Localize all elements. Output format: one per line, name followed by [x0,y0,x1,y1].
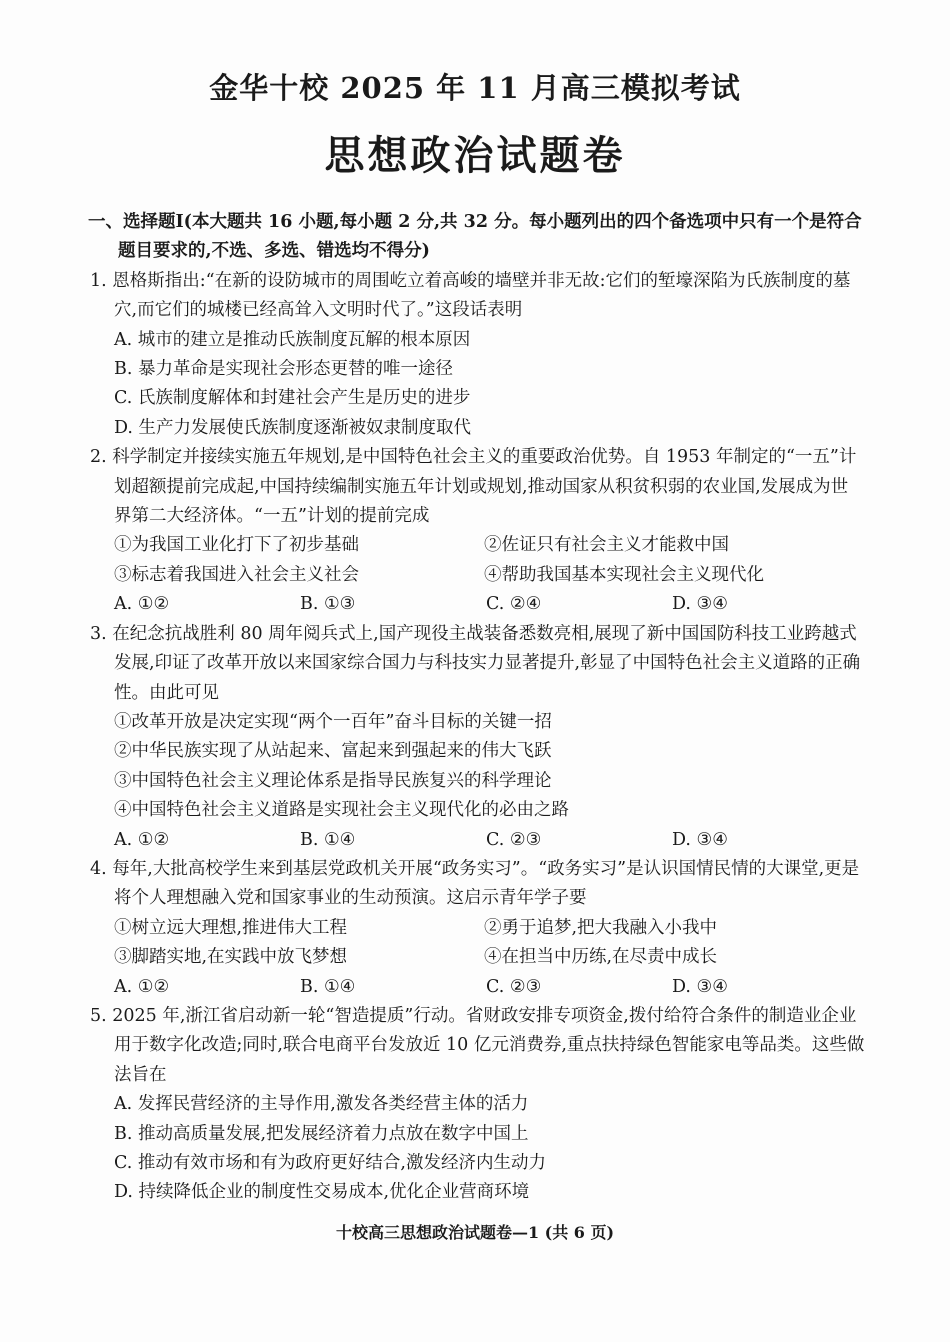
statement-row [90,943,865,972]
statement-2: ②中华民族实现了从站起来、富起来到强起来的伟大飞跃 [114,741,552,762]
statement-1: ①改革开放是决定实现“两个一百年”奋斗目标的关键一招 [114,711,552,732]
statement-3: ③中国特色社会主义理论体系是指导民族复兴的科学理论 [114,770,552,791]
option-c: C. 推动有效市场和有为政府更好结合,激发经济内生动力 [114,1153,546,1173]
exam-title: 金华十校 2025 年 11 月高三模拟考试 [209,71,741,105]
question-5 [90,1002,865,1208]
statement-4: ④在担当中历练,在尽责中成长 [484,947,718,968]
statement-1: ①树立远大理想,推进伟大工程 [114,917,348,938]
question-stem: 2. 科学制定并接续实施五年规划,是中国特色社会主义的重要政治优势。自 1953 年制定的“一五”计划超额提前完成起,中国持续编制实施五年计划或规划,推动国家从积贫积弱的农业国,发展成为世界第二大经济体。“一五”计划的提前完成 [90,447,857,527]
choice-a: A. ①② [114,976,170,997]
option-b: B. 暴力革命是实现社会形态更替的唯一途径 [114,359,453,380]
statement-row [90,531,865,560]
choice-c: C. ②③ [486,976,542,997]
question-stem: 1. 恩格斯指出:“在新的设防城市的周围屹立着高峻的墙壁并非无故:它们的堑壕深陷为氏族制度的墓穴,而它们的城楼已经高耸入文明时代了。”这段话表明 [90,270,851,321]
option-d: D. 生产力发展使氏族制度逐渐被奴隶制度取代 [114,417,472,438]
option-a: A. 城市的建立是推动氏族制度瓦解的根本原因 [114,329,471,350]
question-stem: 3. 在纪念抗战胜利 80 周年阅兵式上,国产现役主战装备悉数亮相,展现了新中国国防科技工业跨越式发展,印证了改革开放以来国家综合国力与科技实力显著提升,彰显了中国特色社会主义道路的正确性。由此可见 [90,623,861,703]
statement-2: ②勇于追梦,把大我融入小我中 [484,917,718,938]
choice-b: B. ①③ [300,594,356,615]
statement-3: ③脚踏实地,在实践中放飞梦想 [114,947,348,968]
question-stem: 5. 2025 年,浙江省启动新一轮“智造提质”行动。省财政安排专项资金,拨付给符合条件的制造业企业用于数字化改造;同时,联合电商平台发放近 10 亿元消费券,重点扶持绿色智能家电等品类。这些做法旨在 [90,1005,865,1085]
option-c: C. 氏族制度解体和封建社会产生是历史的进步 [114,388,471,409]
question-1 [90,267,865,443]
question-stem: 4. 每年,大批高校学生来到基层党政机关开展“政务实习”。“政务实习”是认识国情民情的大课堂,更是将个人理想融入党和国家事业的生动预演。这启示青年学子要 [90,858,860,909]
choice-c: C. ②③ [486,829,542,850]
choice-c: C. ②④ [486,594,542,615]
statement-row [90,914,865,943]
question-2 [90,443,865,619]
statement-4: ④帮助我国基本实现社会主义现代化 [484,564,764,585]
section-heading: 一、选择题Ⅰ(本大题共 16 小题,每小题 2 分,共 32 分。每小题列出的四个备选项中只有一个是符合题目要求的,不选、多选、错选均不得分) [88,212,862,262]
page-footer: 十校高三思想政治试题卷—1 (共 6 页) [335,1223,615,1242]
statement-2: ②佐证只有社会主义才能救中国 [484,535,729,556]
choice-b: B. ①④ [300,976,356,997]
choice-row [90,826,865,855]
choice-d: D. ③④ [672,594,728,615]
choice-row [90,973,865,1002]
choice-a: A. ①② [114,829,170,850]
statement-3: ③标志着我国进入社会主义社会 [114,564,359,585]
question-3 [90,620,865,855]
choice-d: D. ③④ [672,976,728,997]
statement-row [90,561,865,590]
option-b: B. 推动高质量发展,把发展经济着力点放在数字中国上 [114,1123,529,1144]
option-d: D. 持续降低企业的制度性交易成本,优化企业营商环境 [114,1182,530,1203]
exam-subject-title: 思想政治试题卷 [324,132,626,179]
choice-b: B. ①④ [300,829,356,850]
choice-a: A. ①② [114,594,170,615]
question-4 [90,855,865,1002]
exam-content [90,208,865,1208]
choice-d: D. ③④ [672,829,728,850]
statement-1: ①为我国工业化打下了初步基础 [114,535,359,556]
statement-4: ④中国特色社会主义道路是实现社会主义现代化的必由之路 [114,800,569,821]
choice-row [90,590,865,619]
option-a: A. 发挥民营经济的主导作用,激发各类经营主体的活力 [114,1094,529,1115]
